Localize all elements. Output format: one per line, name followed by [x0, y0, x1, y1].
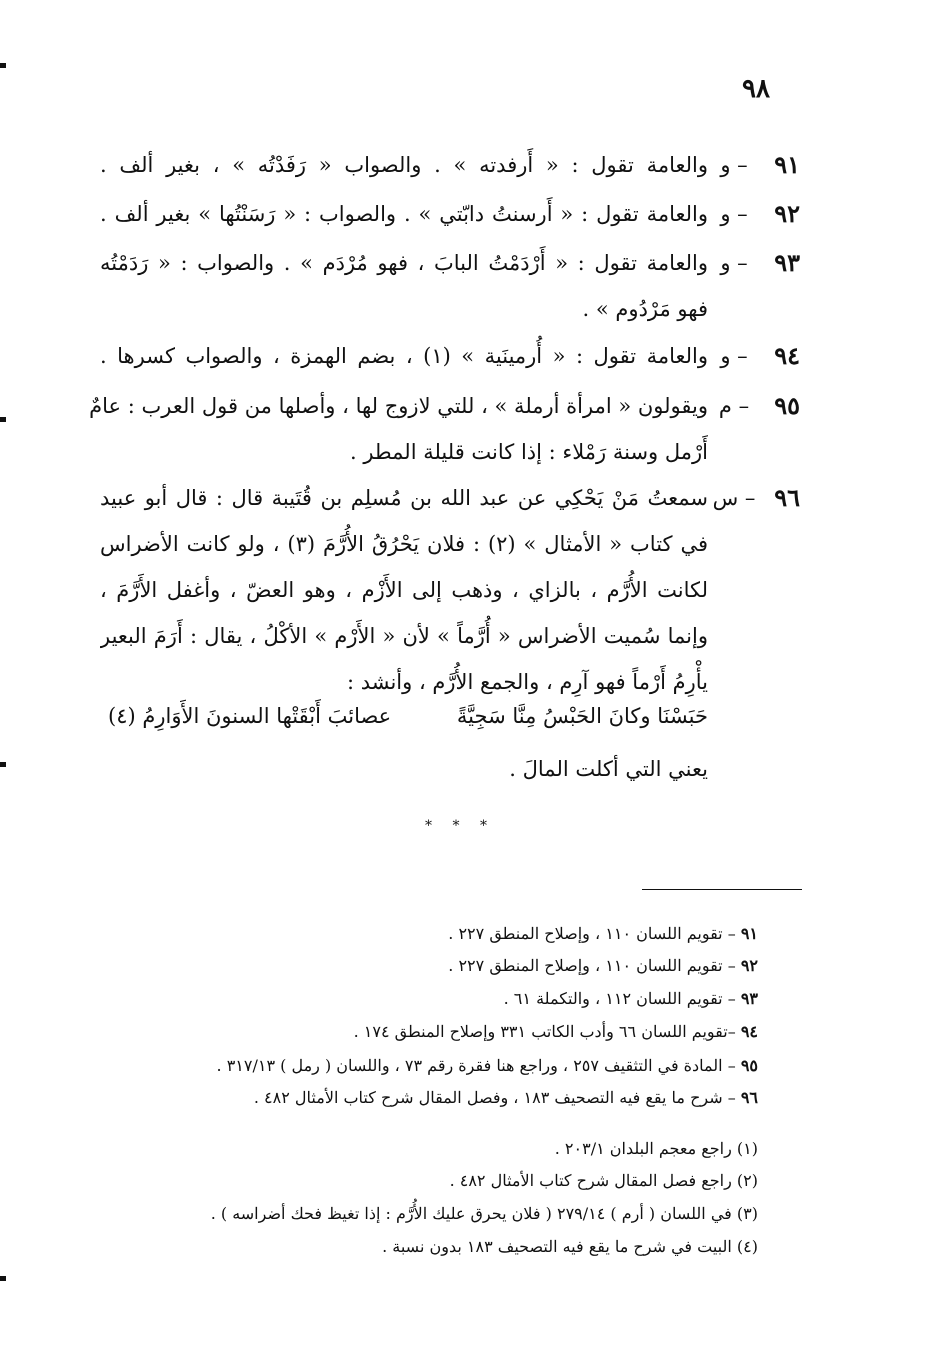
text-line: والعامة تقول : « أُرمينَية » (١) ، بضم الهمزة ، والصواب كسرها . — [100, 344, 708, 368]
footnote-rule — [642, 889, 802, 890]
source-text: – تقويم اللسان ١١٠ ، وإصلاح المنطق ٢٢٧ . — [448, 924, 736, 943]
source-number: ٩٤ — [740, 1022, 758, 1041]
entry-number: ٩٥ — [774, 391, 800, 420]
footnote-1: (١) راجع معجم البلدان ٢٠٣/١ . — [554, 1139, 758, 1158]
verse-second-hemistich: عصائبَ أَبْقَتْها السنونَ الأَوَارِمُ (٤) — [108, 704, 392, 728]
entry-code: – و — [720, 153, 748, 177]
source-ref-91 — [100, 918, 758, 950]
entry-number: ٩٢ — [774, 199, 800, 228]
text-line: والعامة تقول : « أَرفدته » . والصواب « رَفَدْتُه » ، بغير ألف . — [100, 153, 708, 177]
entry-number: ٩٤ — [774, 341, 800, 370]
entry-text — [100, 333, 708, 379]
source-ref-94 — [100, 1016, 758, 1048]
source-ref-96 — [100, 1082, 758, 1114]
page-number: ٩٨ — [742, 74, 770, 104]
verse-first-hemistich: حَبَسْنَا وكانَ الحَبْسُ مِنَّا سَجِيَّةً — [456, 704, 708, 728]
entry-code: – س — [712, 486, 756, 510]
source-number: ٩٥ — [740, 1056, 758, 1075]
text-line: والعامة تقول : « أَرْدَمْتُ البابَ ، فهو مُرْدَم » . والصواب : « رَدَمْتُه — [100, 251, 708, 275]
source-number: ٩٦ — [740, 1088, 758, 1107]
footnote-4: (٤) البيت في شرح ما يقع فيه التصحيف ١٨٣ بدون نسبة . — [382, 1237, 758, 1256]
text-line: لكانت الأُرَّم ، بالزاي ، وذهب إلى الأَزْم ، وهو العضّ ، وأغفل الأَرَّمَ ، — [100, 578, 708, 602]
text-line: وإنما سُميت الأضراس « أُرَّماً » لأن « الأَرْم » الأكْلُ ، يقال : أَرَمَ البعير — [100, 624, 708, 648]
entry-text — [100, 475, 708, 705]
entry-number: ٩٣ — [774, 248, 800, 277]
source-text: – تقويم اللسان ١١٢ ، والتكملة ٦١ . — [503, 989, 736, 1008]
source-text: – شرح ما يقع فيه التصحيف ١٨٣ ، وفصل المقال شرح كتاب الأمثال ٤٨٢ . — [253, 1088, 736, 1107]
entry-number: ٩١ — [774, 150, 800, 179]
entry-91 — [100, 142, 800, 188]
entry-code: – و — [720, 202, 748, 226]
source-text: – المادة في التثقيف ٢٥٧ ، وراجع هنا فقرة رقم ٧٣ ، واللسان ( رمل ) ٣١٧/١٣ . — [216, 1056, 736, 1075]
source-ref-95 — [100, 1050, 758, 1082]
source-number: ٩٢ — [740, 956, 758, 975]
text-line: فهو مَرْدُوم » . — [582, 297, 708, 321]
footnote-3: (٣) في اللسان ( أرم ) ٢٧٩/١٤ ( فلان يحرق عليك الأُرَّم : إذا تغيظ فحك أضراسه ) . — [210, 1204, 758, 1223]
text-line: يأْرِمُ أَرْماً فهو آرِم ، والجمع الأُرَّم ، وأنشد : — [346, 670, 708, 694]
entry-95 — [89, 383, 800, 475]
entry-92 — [100, 191, 800, 237]
text-line: سمعتُ مَنْ يَحْكِي عن عبد الله بن مُسلِم بن قُتَيبة قال : قال أبو عبيد — [100, 486, 708, 510]
source-number: ٩٣ — [740, 989, 758, 1008]
scan-edge-mark — [0, 762, 6, 767]
entry-text — [100, 191, 708, 237]
footnote-2: (٢) راجع فصل المقال شرح كتاب الأمثال ٤٨٢ . — [449, 1171, 758, 1190]
entry-text — [100, 240, 708, 332]
text-line: والعامة تقول : « أَرسنتُ دابّتي » . والصواب : « رَسَنْتُها » بغير ألف . — [100, 202, 708, 226]
source-text: – تقويم اللسان ١١٠ ، وإصلاح المنطق ٢٢٧ . — [448, 956, 736, 975]
source-number: ٩١ — [740, 924, 758, 943]
source-ref-93 — [100, 983, 758, 1015]
entry-93 — [100, 240, 800, 332]
entry-94 — [100, 333, 800, 379]
entry-text — [100, 142, 708, 188]
source-ref-92 — [100, 950, 758, 982]
text-line: أَرْمل وسنة رَمْلاء : إذا كانت قليلة المطر . — [349, 440, 708, 464]
entry-96 — [100, 475, 800, 705]
scan-edge-mark — [0, 417, 6, 422]
scan-edge-mark — [0, 63, 6, 68]
poetry-verse — [108, 693, 708, 739]
section-separator: * * * — [425, 818, 495, 834]
entry-code: – م — [718, 394, 750, 418]
entry-code: – و — [720, 251, 748, 275]
entry-number: ٩٦ — [774, 483, 800, 512]
entry-text — [89, 383, 708, 475]
scan-edge-mark — [0, 1276, 6, 1281]
text-line: ويقولون « امرأة أرملة » ، للتي لازوج لها ، وأصلها من قول العرب : عامٌ — [89, 394, 708, 418]
source-text: –تقويم اللسان ٦٦ وأدب الكاتب ٣٣١ وإصلاح المنطق ١٧٤ . — [353, 1022, 736, 1041]
text-line: في كتاب « الأمثال » (٢) : فلان يَحْرُقُ الأُرَّمَ (٣) ، ولو كانت الأضراس — [100, 532, 708, 556]
verse-explanation: يعني التي أكلت المالَ . — [509, 757, 708, 781]
entry-code: – و — [720, 344, 748, 368]
